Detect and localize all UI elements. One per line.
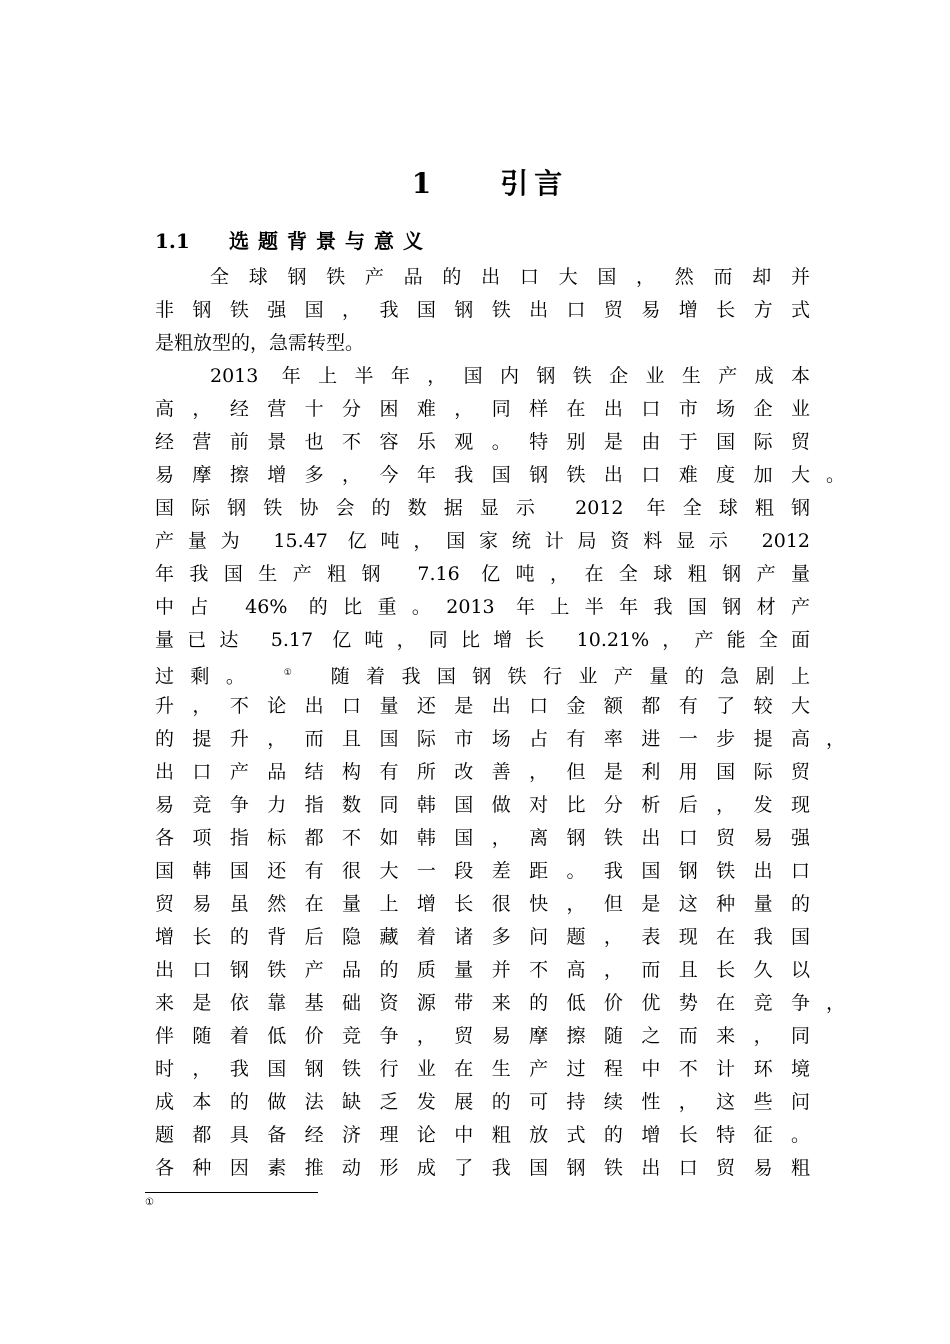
text-line: 易竞争力指数同韩国做对比分析后，发现 xyxy=(155,794,810,816)
hanging-comma: ， xyxy=(826,728,846,750)
text-line: 各项指标都不如韩国，离钢铁出口贸易强 xyxy=(155,827,810,849)
text-line: 成本的做法缺乏发展的可持续性，这些问 xyxy=(155,1091,810,1113)
section-heading xyxy=(155,225,432,254)
footnote-marker: ① xyxy=(145,1197,154,1208)
text-line: 经营前景也不容乐观。特别是由于国际贸 xyxy=(155,431,810,453)
text-line: 出口钢铁产品的质量并不高，而且长久以 xyxy=(155,959,810,981)
section-number: 1.1 xyxy=(155,229,190,253)
text-line: 产量为 15.47 亿吨，国家统计局资料显示 2012 xyxy=(155,530,810,552)
chapter-title: 1 引言 xyxy=(411,167,569,200)
text-line-with-footnote xyxy=(155,657,810,690)
text-line: 国韩国还有很大一段差距。我国钢铁出口 xyxy=(155,860,810,882)
text-line: 出口产品结构有所改善，但是利用国际贸 xyxy=(155,761,810,783)
text-line: 年我国生产粗钢 7.16 亿吨，在全球粗钢产量 xyxy=(155,563,810,585)
footnote-separator xyxy=(145,1192,318,1193)
text-line: 2013 年上半年，国内钢铁企业生产成本 xyxy=(210,365,810,387)
text-line: 全球钢铁产品的出口大国，然而却并 xyxy=(210,266,810,288)
text-line: 量已达 5.17 亿吨，同比增长 10.21%，产能全面 xyxy=(155,629,810,651)
footnote-reference[interactable]: ① xyxy=(283,668,309,678)
body-paragraphs xyxy=(155,261,810,1185)
text-line: 来是依靠基础资源带来的低价优势在竞争 xyxy=(155,992,810,1014)
text-line: 升，不论出口量还是出口金额都有了较大 xyxy=(155,695,810,717)
text-line: 是粗放型的，急需转型。 xyxy=(155,332,365,354)
text-line: 的提升，而且国际市场占有率进一步提高 xyxy=(155,728,810,750)
hanging-period: 。 xyxy=(826,464,846,486)
text-line: 易摩擦增多，今年我国钢铁出口难度加大 xyxy=(155,464,810,486)
section-title: 选题背景与意义 xyxy=(229,229,432,253)
text-line: 贸易虽然在量上增长很快，但是这种量的 xyxy=(155,893,810,915)
text-line: 伴随着低价竞争，贸易摩擦随之而来，同 xyxy=(155,1025,810,1047)
text-line: 中占 46% 的比重。2013 年上半年我国钢材产 xyxy=(155,596,810,618)
text-segment: 随着我国钢铁行业产量的急剧上 xyxy=(330,665,810,688)
hanging-comma: ， xyxy=(826,992,846,1014)
text-segment: 过剩。 xyxy=(155,665,262,688)
text-line: 时，我国钢铁行业在生产过程中不计环境 xyxy=(155,1058,810,1080)
text-line: 国际钢铁协会的数据显示 2012 年全球粗钢 xyxy=(155,497,810,519)
text-line: 增长的背后隐藏着诸多问题，表现在我国 xyxy=(155,926,810,948)
text-line: 高，经营十分困难，同样在出口市场企业 xyxy=(155,398,810,420)
text-line: 题都具备经济理论中粗放式的增长特征。 xyxy=(155,1124,810,1146)
text-line: 各种因素推动形成了我国钢铁出口贸易粗 xyxy=(155,1157,810,1179)
text-line: 非钢铁强国，我国钢铁出口贸易增长方式 xyxy=(155,299,810,321)
